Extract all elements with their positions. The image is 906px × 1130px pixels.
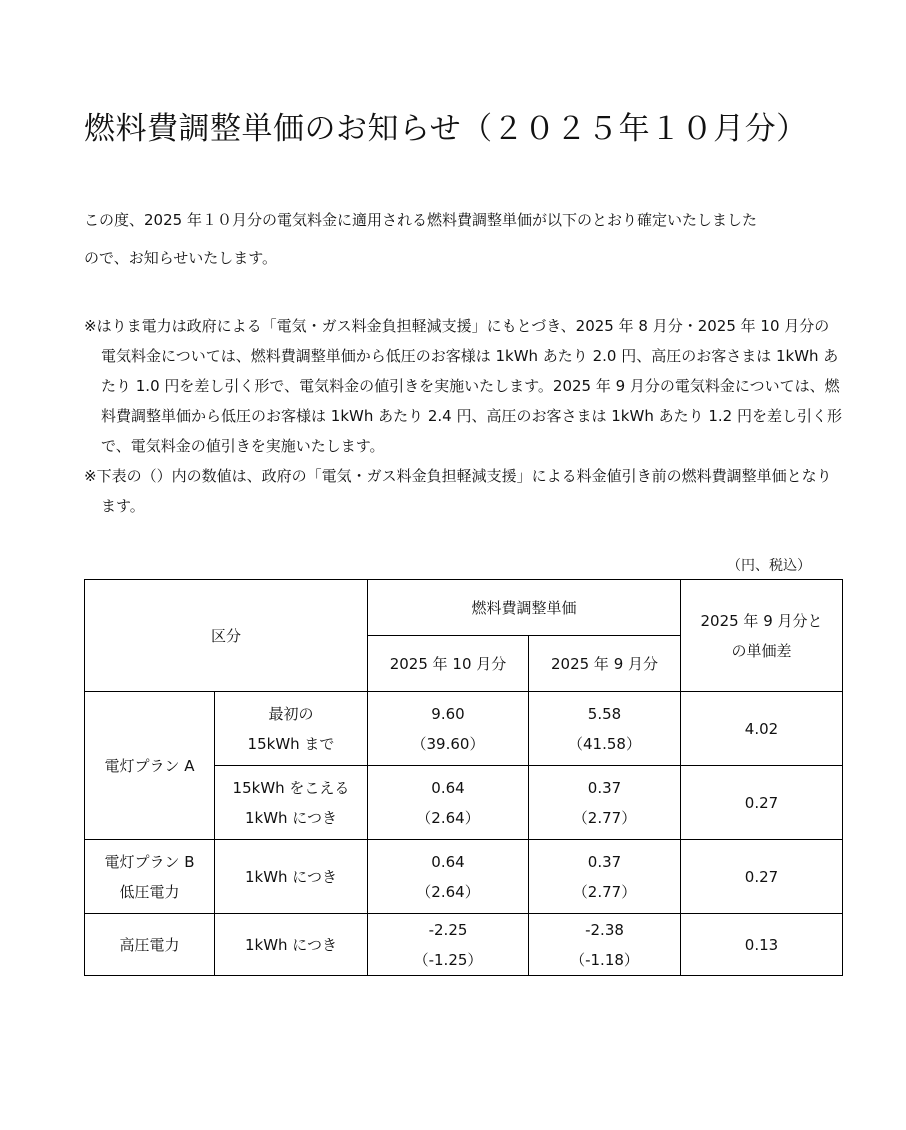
diff-cell: 0.27 xyxy=(681,840,843,914)
value-before-discount: （2.77） xyxy=(572,808,637,827)
notes xyxy=(84,311,844,521)
note-parentheses: ※下表の（）内の数値は、政府の「電気・ガス料金負担軽減支援」による料金値引き前の燃料費調整単価となります。 xyxy=(84,467,832,515)
label-line: 電灯プラン B xyxy=(104,852,195,871)
value: 5.58 xyxy=(587,704,622,723)
value-cell xyxy=(368,914,529,976)
row-label-plan-b-low-voltage xyxy=(85,840,215,914)
value: 0.64 xyxy=(431,778,465,797)
value-before-discount: （41.58） xyxy=(568,734,641,753)
label-line: 最初の xyxy=(268,704,314,723)
diff-cell: 4.02 xyxy=(681,692,843,766)
value: 9.60 xyxy=(431,704,465,723)
value-before-discount: （-1.25） xyxy=(413,950,483,969)
row-label-per-kwh: 1kWh につき xyxy=(215,914,368,976)
intro-paragraph xyxy=(84,201,834,277)
value: 0.37 xyxy=(587,778,622,797)
row-label-plan-a: 電灯プラン A xyxy=(85,692,215,840)
header-diff-line: 2025 年 9 月分と xyxy=(700,611,823,630)
fuel-cost-table xyxy=(84,579,843,976)
value: -2.25 xyxy=(428,920,468,939)
row-label-high-voltage: 高圧電力 xyxy=(85,914,215,976)
header-diff-line: の単価差 xyxy=(731,641,792,660)
value-before-discount: （39.60） xyxy=(411,734,485,753)
value: -2.38 xyxy=(585,920,624,939)
value: 0.64 xyxy=(431,852,465,871)
header-diff xyxy=(681,580,843,692)
intro-line: ので、お知らせいたします。 xyxy=(84,249,278,267)
value: 0.37 xyxy=(587,852,622,871)
row-label-first-15 xyxy=(215,692,368,766)
row-label-per-kwh: 1kWh につき xyxy=(215,840,368,914)
label-line: 15kWh をこえる xyxy=(232,778,350,797)
label-line: 15kWh まで xyxy=(247,734,335,753)
value-cell xyxy=(368,766,529,840)
value-before-discount: （-1.18） xyxy=(570,950,639,969)
intro-line: この度、2025 年１０月分の電気料金に適用される燃料費調整単価が以下のとおり確定いたしました xyxy=(84,211,757,229)
value-before-discount: （2.77） xyxy=(572,882,637,901)
note-discount: ※はりま電力は政府による「電気・ガス料金負担軽減支援」にもとづき、2025 年 8 月分・2025 年 10 月分の電気料金については、燃料費調整単価から低圧のお客様は 1kWh あたり 2.0 円、高圧のお客さまは 1kWh あたり 1.0 円を差し引く形で、電気料金の値引きを実施いたします。2025 年 9 月分の電気料金については、燃料費調整単価から低圧のお客様は 1kWh あたり 2.4 円、高圧のお客さまは 1kWh あたり 1.2 円を差し引く形で、電気料金の値引きを実施いたします。 xyxy=(84,317,842,455)
page-title: 燃料費調整単価のお知らせ（２０２５年１０月分） xyxy=(84,111,808,147)
header-category: 区分 xyxy=(85,580,368,692)
value-cell xyxy=(529,840,681,914)
value-cell xyxy=(368,692,529,766)
diff-cell: 0.27 xyxy=(681,766,843,840)
header-unit-price: 燃料費調整単価 xyxy=(368,580,681,636)
value-cell xyxy=(529,692,681,766)
header-sep: 2025 年 9 月分 xyxy=(529,636,681,692)
unit-label: （円、税込） xyxy=(727,558,811,574)
value-cell xyxy=(529,914,681,976)
value-cell xyxy=(529,766,681,840)
label-line: 1kWh につき xyxy=(244,808,338,827)
row-label-over-15 xyxy=(215,766,368,840)
label-line: 低圧電力 xyxy=(119,882,180,901)
value-cell xyxy=(368,840,529,914)
value-before-discount: （2.64） xyxy=(416,882,480,901)
value-before-discount: （2.64） xyxy=(416,808,480,827)
diff-cell: 0.13 xyxy=(681,914,843,976)
header-oct: 2025 年 10 月分 xyxy=(368,636,529,692)
